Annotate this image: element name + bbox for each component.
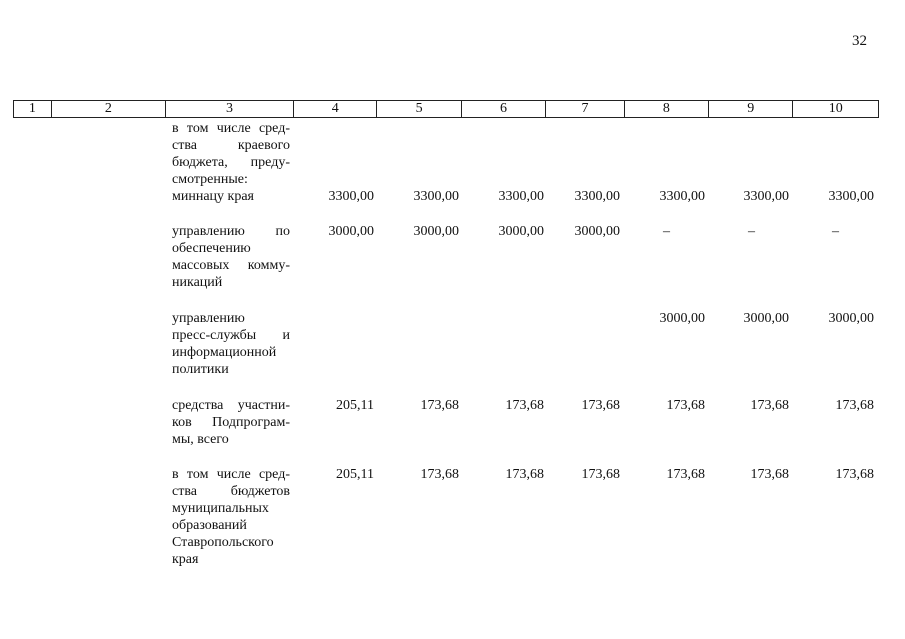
label-line: политики: [172, 362, 229, 377]
column-header: 5: [377, 101, 461, 118]
row-label: [172, 310, 290, 378]
value-col-4: 3000,00: [328, 224, 374, 239]
value-col-10: 3300,00: [828, 189, 874, 204]
column-header: 4: [294, 101, 377, 118]
value-col-9: –: [748, 224, 755, 239]
value-col-8: 173,68: [666, 398, 705, 413]
column-header: 7: [546, 101, 624, 118]
value-col-9: 3300,00: [743, 189, 789, 204]
row-label: [172, 223, 290, 291]
value-col-10: 3000,00: [828, 311, 874, 326]
value-col-7: 3000,00: [574, 224, 620, 239]
value-col-10: –: [832, 224, 839, 239]
table-header: [13, 100, 879, 118]
column-header: 8: [624, 101, 708, 118]
value-col-5: 173,68: [420, 467, 459, 482]
value-col-7: 173,68: [581, 398, 620, 413]
column-header: 1: [14, 101, 52, 118]
label-line: информационной: [172, 345, 277, 360]
value-col-6: 3300,00: [498, 189, 544, 204]
value-col-6: 173,68: [505, 467, 544, 482]
value-col-7: 173,68: [581, 467, 620, 482]
label-line: бюджета, преду-: [172, 155, 290, 170]
label-line: смотренные:: [172, 172, 248, 187]
row-label: [172, 188, 290, 205]
page-number: 32: [852, 33, 867, 49]
label-line: в том числе сред-: [172, 467, 290, 482]
column-header: 3: [165, 101, 293, 118]
value-col-6: 173,68: [505, 398, 544, 413]
row-label: [172, 466, 290, 568]
label-line: ства бюджетов: [172, 484, 290, 499]
value-col-5: 3000,00: [413, 224, 459, 239]
value-col-6: 3000,00: [498, 224, 544, 239]
column-header: 10: [793, 101, 879, 118]
value-col-7: 3300,00: [574, 189, 620, 204]
value-col-8: 173,68: [666, 467, 705, 482]
label-line: обеспечению: [172, 241, 251, 256]
label-line: ков Подпрограм-: [172, 415, 290, 430]
value-col-9: 3000,00: [743, 311, 789, 326]
value-col-8: 3300,00: [659, 189, 705, 204]
column-header: 6: [461, 101, 545, 118]
label-line: массовых комму-: [172, 258, 290, 273]
value-col-9: 173,68: [750, 467, 789, 482]
value-col-10: 173,68: [835, 467, 874, 482]
value-col-5: 3300,00: [413, 189, 459, 204]
label-line: мы, всего: [172, 432, 229, 447]
label-line: ства краевого: [172, 138, 290, 153]
label-line: никаций: [172, 275, 223, 290]
label-line: Ставропольского: [172, 535, 274, 550]
value-col-8: 3000,00: [659, 311, 705, 326]
value-col-8: –: [663, 224, 670, 239]
value-col-4: 3300,00: [328, 189, 374, 204]
label-line: в том числе сред-: [172, 121, 290, 136]
label-line: средства участни-: [172, 398, 290, 413]
label-line: управлению: [172, 311, 245, 326]
value-col-9: 173,68: [750, 398, 789, 413]
label-line: края: [172, 552, 199, 567]
label-line: миннацу края: [172, 189, 254, 204]
label-line: образований: [172, 518, 247, 533]
label-line: управлению по: [172, 224, 290, 239]
label-line: муниципальных: [172, 501, 269, 516]
row-label: [172, 120, 290, 188]
value-col-4: 205,11: [336, 398, 374, 413]
value-col-5: 173,68: [420, 398, 459, 413]
column-header: 2: [51, 101, 165, 118]
column-header: 9: [709, 101, 793, 118]
row-label: [172, 397, 290, 448]
value-col-10: 173,68: [835, 398, 874, 413]
value-col-4: 205,11: [336, 467, 374, 482]
label-line: пресс-службы и: [172, 328, 290, 343]
